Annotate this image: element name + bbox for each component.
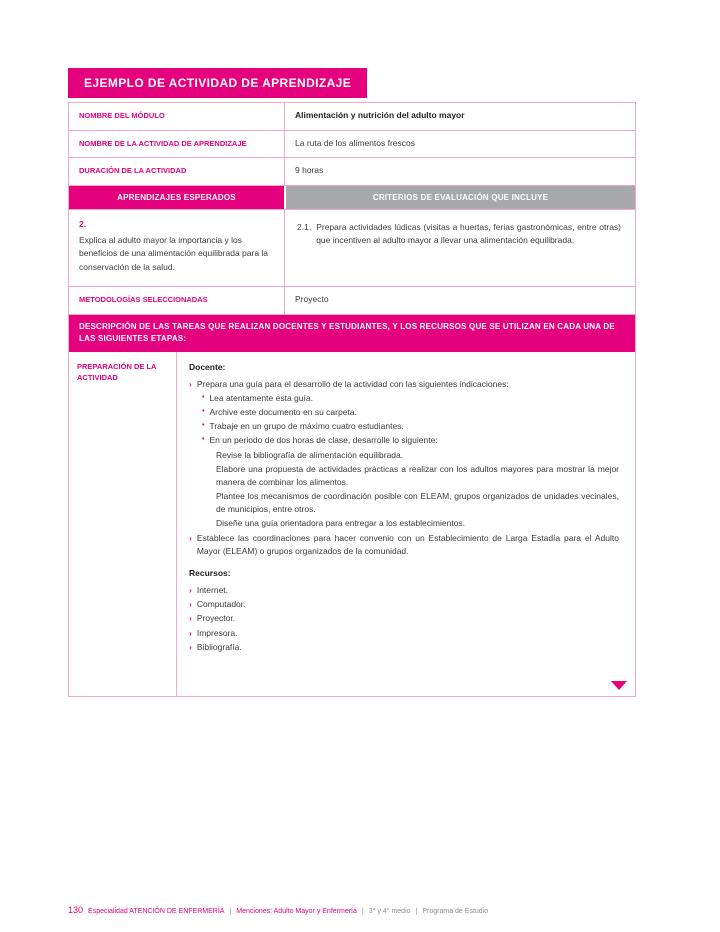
stage-content <box>176 352 635 696</box>
duration-label: DURACIÓN DE LA ACTIVIDAD <box>79 166 187 175</box>
list-item-text: Lea atentamente esta guía. <box>209 392 313 403</box>
description-banner: DESCRIPCIÓN DE LAS TAREAS QUE REALIZAN DOCENTES Y ESTUDIANTES, Y LOS RECURSOS QUE SE UTILIZAN EN CADA UNA DE LAS SIGUIENTES ETAPAS: <box>69 314 635 352</box>
module-label: NOMBRE DEL MÓDULO <box>79 111 165 120</box>
list-item <box>189 584 619 597</box>
footer-grade: 3° y 4° medio <box>368 908 411 915</box>
dot-bullet-icon: • <box>202 393 205 401</box>
list-item-text: Bibliografía. <box>196 641 242 652</box>
list-item-text: Internet. <box>196 585 229 596</box>
list-item <box>202 420 619 433</box>
footer-specialty: Especialidad ATENCIÓN DE ENFERMERÍA <box>88 908 225 915</box>
list-item <box>202 392 619 405</box>
criteria-cell <box>284 210 635 287</box>
page-title: EJEMPLO DE ACTIVIDAD DE APRENDIZAJE <box>84 76 352 90</box>
footer-separator: | <box>361 908 364 915</box>
module-value: Alimentación y nutrición del adulto mayor <box>284 103 635 130</box>
table-row-activity-name <box>69 130 635 158</box>
stage-label: PREPARACIÓN DE LA ACTIVIDAD <box>77 361 157 382</box>
table-row-duration <box>69 157 635 185</box>
dot-bullet-icon: • <box>202 408 205 416</box>
expected-learning-header: APRENDIZAJES ESPERADOS <box>69 186 284 209</box>
arrow-bullet-icon: › <box>189 613 192 624</box>
list-item-text: Elabore una propuesta de actividades prácticas a realizar con los adultos mayores para mostrar la mejor manera de combinar los alimentos. <box>216 463 619 487</box>
continuation-triangle-icon <box>611 681 627 690</box>
criteria-text: Prepara actividades lúdicas (visitas a huertas, ferias gastronómicas, entre otras) que incentiven al adulto mayor a llevar una alimentación equilibrada. <box>316 221 621 246</box>
docente-heading: Docente: <box>189 361 226 372</box>
list-item-text: Diseñe una guía orientadora para entregar a los establecimientos. <box>216 518 466 529</box>
methodology-value: Proyecto <box>284 287 635 314</box>
duration-value: 9 horas <box>284 158 635 185</box>
list-item <box>216 490 619 516</box>
list-item <box>189 627 619 640</box>
arrow-bullet-icon: › <box>189 627 192 638</box>
arrow-bullet-icon: › <box>189 585 192 596</box>
list-item <box>202 406 619 419</box>
list-item-text: Proyector. <box>196 613 236 624</box>
list-item <box>216 449 619 462</box>
list-item <box>189 532 619 558</box>
list-item <box>216 463 619 489</box>
activity-name-label: NOMBRE DE LA ACTIVIDAD DE APRENDIZAJE <box>79 138 247 148</box>
list-item-text: Revise la bibliografía de alimentación equilibrada. <box>216 449 404 460</box>
list-item-text: Prepara una guía para el desarrollo de la actividad con las siguientes indicaciones: <box>196 378 509 389</box>
activity-name-value: La ruta de los alimentos frescos <box>284 131 635 158</box>
list-item-text: Archive este documento en su carpeta. <box>209 407 357 418</box>
preparation-stage-row <box>69 352 635 696</box>
arrow-bullet-icon: › <box>189 378 192 389</box>
list-item-text: Plantee los mecanismos de coordinación posible con ELEAM, grupos organizados de unidades vecinales, de municipios, entre otros. <box>216 491 619 515</box>
resources-heading: Recursos: <box>189 567 231 578</box>
criteria-number: 2.1. <box>297 221 312 232</box>
list-item <box>189 378 619 391</box>
list-item-text: Trabaje en un grupo de máximo cuatro estudiantes. <box>209 421 404 432</box>
list-item-text: En un periodo de dos horas de clase, desarrolle lo siguiente: <box>209 435 438 446</box>
list-item <box>189 641 619 654</box>
footer-mentions: Menciones: Adulto Mayor y Enfermería <box>236 908 357 915</box>
list-item-text: Computador. <box>196 599 246 610</box>
evaluation-criteria-header: CRITERIOS DE EVALUACIÓN QUE INCLUYE <box>284 186 635 209</box>
list-item-text: Establece las coordinaciones para hacer convenio con un Establecimiento de Larga Estadía para el Adulto Mayor (ELEAM) o grupos organizados de la comunidad. <box>196 532 619 556</box>
page-number: 130 <box>68 905 84 915</box>
table-row-module <box>69 103 635 130</box>
activity-table <box>68 102 636 697</box>
arrow-bullet-icon: › <box>189 532 192 543</box>
list-item <box>189 598 619 611</box>
footer-program: Programa de Estudio <box>422 908 489 915</box>
title-banner <box>68 68 367 98</box>
methodology-label: METODOLOGÍAS SELECCIONADAS <box>79 295 208 305</box>
list-item-text: Impresora. <box>196 627 238 638</box>
expected-learning-text: Explica al adulto mayor la importancia y los beneficios de una alimentación equilibrada para la conservación de la salud. <box>79 234 269 272</box>
table-row-methodology <box>69 286 635 314</box>
list-item <box>202 434 619 447</box>
list-item <box>189 612 619 625</box>
learning-criteria-row <box>69 209 635 287</box>
list-item <box>216 517 619 530</box>
footer-separator: | <box>415 908 418 915</box>
dot-bullet-icon: • <box>202 422 205 430</box>
expected-learning-number: 2. <box>79 218 87 229</box>
document-page <box>68 68 636 697</box>
arrow-bullet-icon: › <box>189 599 192 610</box>
arrow-bullet-icon: › <box>189 641 192 652</box>
dot-bullet-icon: • <box>202 436 205 444</box>
column-headers-row <box>69 185 635 209</box>
expected-learning-cell <box>69 210 284 287</box>
footer-separator: | <box>229 908 232 915</box>
page-footer <box>68 905 636 915</box>
